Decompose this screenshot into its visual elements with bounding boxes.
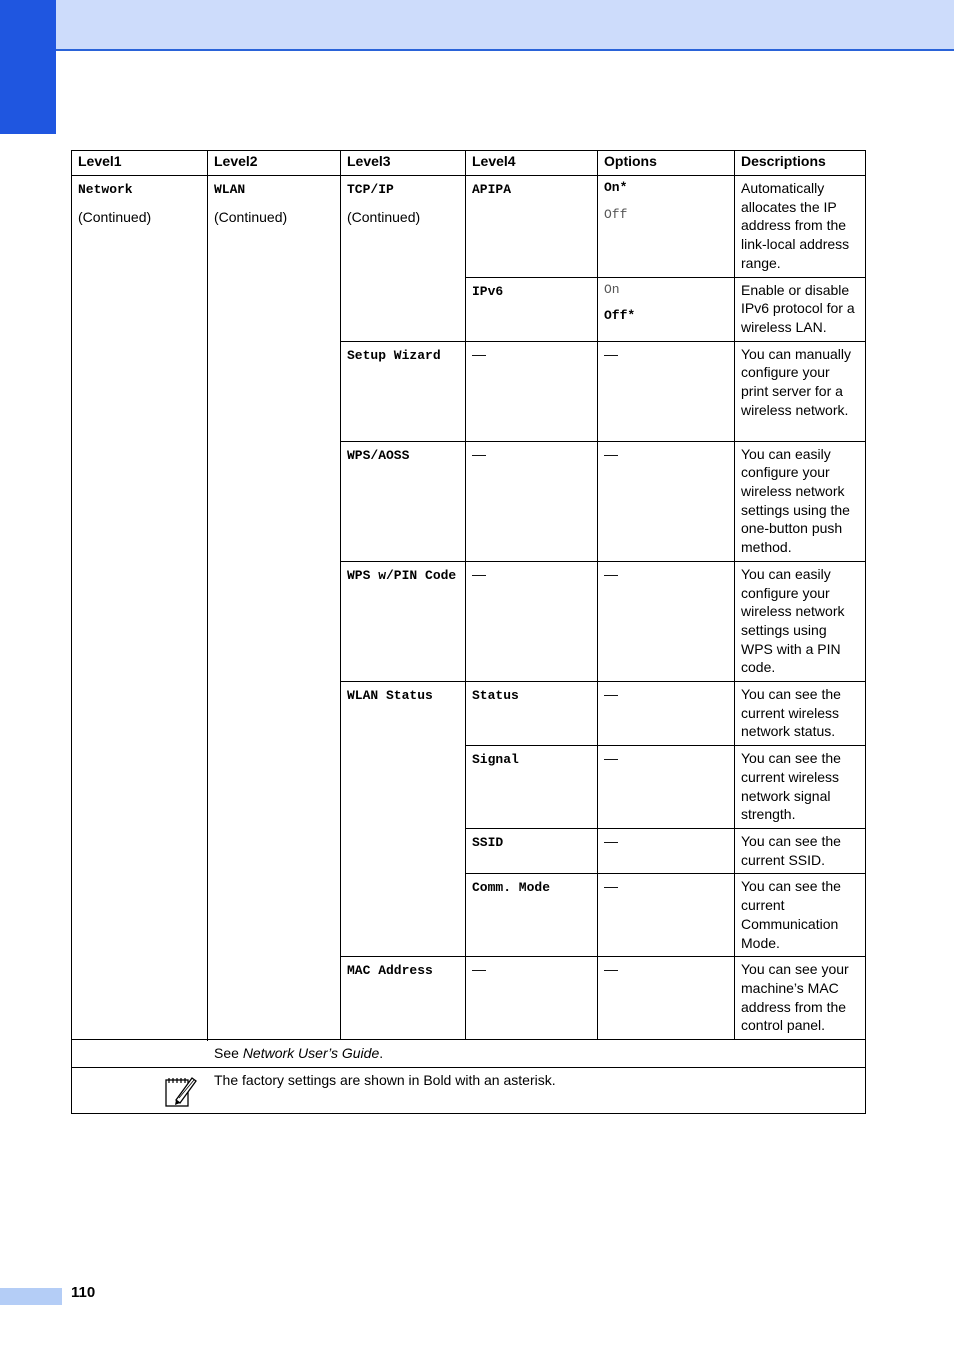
- level4-cell: [466, 561, 598, 681]
- level1-value: Network: [78, 182, 133, 197]
- level3-cell: [341, 441, 466, 561]
- page-number: 110: [71, 1284, 96, 1301]
- note-text: The factory settings are shown in Bold with an asterisk.: [214, 1071, 556, 1088]
- description-cell: You can see the current wireless network signal strength.: [735, 746, 866, 829]
- dash: —: [472, 565, 486, 582]
- note-cell: [72, 1067, 866, 1113]
- dash: —: [472, 345, 486, 362]
- dash: —: [604, 345, 618, 362]
- column-header: Descriptions: [735, 151, 866, 176]
- column-header: Level3: [341, 151, 466, 176]
- level3-value: MAC Address: [347, 963, 433, 979]
- level4-cell: [466, 682, 598, 746]
- dash: —: [604, 750, 618, 767]
- page-number-bar: [0, 1288, 62, 1305]
- option-default: On*: [604, 180, 628, 195]
- level4-value: SSID: [472, 834, 504, 850]
- option: Off: [604, 206, 628, 222]
- table-row: [72, 176, 866, 278]
- options-cell: [598, 682, 735, 746]
- description-cell: You can easily configure your wireless network settings using the one-button push method.: [735, 441, 866, 561]
- column-header: Options: [598, 151, 735, 176]
- description-cell: You can easily configure your wireless network settings using WPS with a PIN code.: [735, 561, 866, 681]
- level3-cell: [341, 341, 466, 441]
- options-cell: [598, 341, 735, 441]
- level1-cell: [72, 176, 208, 1040]
- level4-cell: [466, 441, 598, 561]
- dash: —: [604, 686, 618, 703]
- continued-label: (Continued): [78, 208, 152, 225]
- menu-settings-table: [71, 150, 866, 1114]
- column-header: Level2: [208, 151, 341, 176]
- level3-value: WLAN Status: [347, 688, 433, 704]
- level3-value: WPS/AOSS: [347, 447, 410, 463]
- options-cell: [598, 441, 735, 561]
- continued-label: (Continued): [214, 208, 288, 225]
- level4-cell: [466, 874, 598, 957]
- options-cell: [598, 176, 735, 278]
- level3-cell: [341, 682, 466, 957]
- level4-value: Signal: [472, 752, 519, 768]
- options-cell: [598, 874, 735, 957]
- level4-value: Status: [472, 688, 519, 704]
- dash: —: [604, 445, 618, 462]
- column-header: Level4: [466, 151, 598, 176]
- level4-cell: [466, 277, 598, 341]
- dash: —: [604, 961, 618, 978]
- see-prefix: See: [214, 1045, 243, 1062]
- level4-value: IPv6: [472, 283, 504, 299]
- dash: —: [604, 878, 618, 895]
- options-cell: [598, 746, 735, 829]
- level4-cell: [466, 746, 598, 829]
- level3-cell: [341, 957, 466, 1040]
- pencil-note-icon: [164, 1074, 198, 1108]
- options-cell: [598, 957, 735, 1040]
- description-cell: You can manually configure your print server for a wireless network.: [735, 341, 866, 441]
- see-suffix: .: [379, 1045, 384, 1062]
- level4-value: APIPA: [472, 182, 512, 197]
- level2-cell: [208, 176, 341, 1040]
- level4-cell: [466, 341, 598, 441]
- level3-value: TCP/IP: [347, 182, 394, 197]
- note-row: [72, 1067, 866, 1113]
- dash: —: [472, 445, 486, 462]
- header-band: [0, 0, 954, 51]
- level3-cell: [341, 561, 466, 681]
- option-default: Off*: [604, 308, 636, 324]
- footer-row: [72, 1040, 866, 1068]
- description-cell: Automatically allocates the IP address from the link-local address range.: [735, 176, 866, 278]
- guide-title: Network User’s Guide: [242, 1045, 380, 1062]
- level4-cell: [466, 828, 598, 873]
- dash: —: [472, 961, 486, 978]
- description-cell: You can see the current wireless network status.: [735, 682, 866, 746]
- description-cell: Enable or disable IPv6 protocol for a wireless LAN.: [735, 277, 866, 341]
- level3-cell: [341, 176, 466, 342]
- dash: —: [604, 832, 618, 849]
- level3-value: Setup Wizard: [347, 347, 441, 363]
- options-cell: [598, 561, 735, 681]
- level2-value: WLAN: [214, 182, 246, 197]
- continued-label: (Continued): [347, 208, 421, 225]
- option: On: [604, 281, 620, 297]
- level4-cell: [466, 176, 598, 278]
- level4-cell: [466, 957, 598, 1040]
- level3-value: WPS w/PIN Code: [347, 567, 457, 583]
- column-header: Level1: [72, 151, 208, 176]
- table-header-row: [72, 151, 866, 176]
- description-cell: You can see the current Communication Mode.: [735, 874, 866, 957]
- options-cell: [598, 277, 735, 341]
- level4-value: Comm. Mode: [472, 880, 551, 896]
- description-cell: You can see the current SSID.: [735, 828, 866, 873]
- description-cell: You can see your machine’s MAC address from the control panel.: [735, 957, 866, 1040]
- dash: —: [604, 565, 618, 582]
- chapter-tab: [0, 0, 56, 134]
- see-guide-cell: [72, 1040, 866, 1068]
- options-cell: [598, 828, 735, 873]
